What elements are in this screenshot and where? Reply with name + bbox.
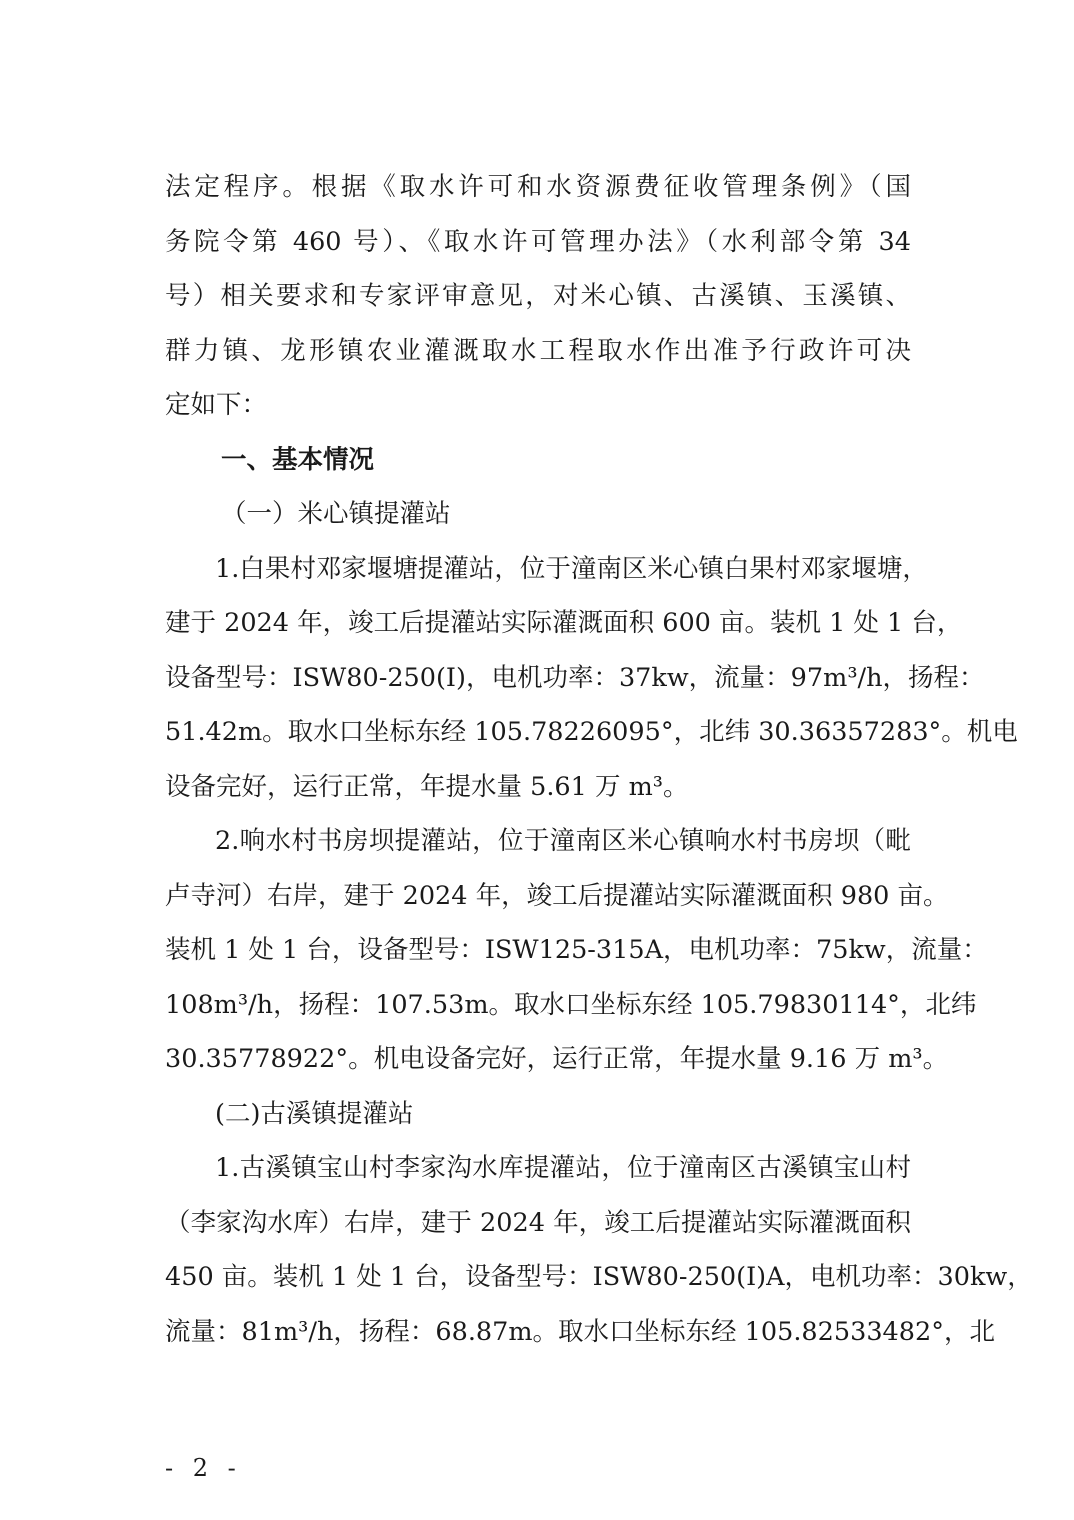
paragraph-line: 装机 1 处 1 台，设备型号：ISW125-315A，电机功率：75kw，流量： (165, 935, 988, 965)
paragraph-line: 450 亩。装机 1 处 1 台，设备型号：ISW80-250(I)A，电机功率：30kw， (165, 1262, 1033, 1292)
paragraph-line: 流量：81m³/h，扬程：68.87m。取水口坐标东经 105.82533482°，北 (165, 1316, 995, 1347)
paragraph-line: 2.响水村书房坝提灌站，位于潼南区米心镇响水村书房坝（毗 (215, 826, 911, 856)
paragraph-line: 定如下： (165, 390, 268, 420)
paragraph-line: 设备完好，运行正常，年提水量 5.61 万 m³。 (165, 771, 689, 802)
paragraph-line: 1.古溪镇宝山村李家沟水库提灌站，位于潼南区古溪镇宝山村 (215, 1153, 911, 1183)
paragraph-line: 设备型号：ISW80-250(I)，电机功率：37kw，流量：97m³/h，扬程： (165, 662, 985, 693)
paragraph-line: 1.白果村邓家堰塘提灌站，位于潼南区米心镇白果村邓家堰塘， (215, 553, 928, 584)
subsection-heading: (二)古溪镇提灌站 (215, 1098, 414, 1129)
page-number: - 2 - (165, 1454, 242, 1482)
section-heading: 一、基本情况 (221, 444, 375, 475)
paragraph-line: 51.42m。取水口坐标东经 105.78226095°，北纬 30.36357283°。机电 (165, 717, 1018, 747)
paragraph-line: 群力镇、龙形镇农业灌溉取水工程取水作出准予行政许可决 (165, 335, 911, 366)
paragraph-line: 建于 2024 年，竣工后提灌站实际灌溉面积 600 亩。装机 1 处 1 台， (165, 608, 963, 638)
document-body (165, 160, 1033, 1359)
subsection-heading: （一）米心镇提灌站 (221, 499, 451, 529)
paragraph-line: 法定程序。根据《取水许可和水资源费征收管理条例》（国 (165, 172, 911, 202)
paragraph-line: 108m³/h，扬程：107.53m。取水口坐标东经 105.79830114°，北纬 (165, 989, 977, 1020)
paragraph-line: 务院令第 460 号）、《取水许可管理办法》（水利部令第 34 (165, 226, 911, 257)
paragraph-line: （李家沟水库）右岸，建于 2024 年，竣工后提灌站实际灌溉面积 (165, 1207, 911, 1238)
paragraph-line: 号）相关要求和专家评审意见，对米心镇、古溪镇、玉溪镇、 (165, 281, 911, 311)
paragraph-line: 30.35778922°。机电设备完好，运行正常，年提水量 9.16 万 m³。 (165, 1044, 949, 1074)
paragraph-line: 卢寺河）右岸，建于 2024 年，竣工后提灌站实际灌溉面积 980 亩。 (165, 880, 949, 911)
